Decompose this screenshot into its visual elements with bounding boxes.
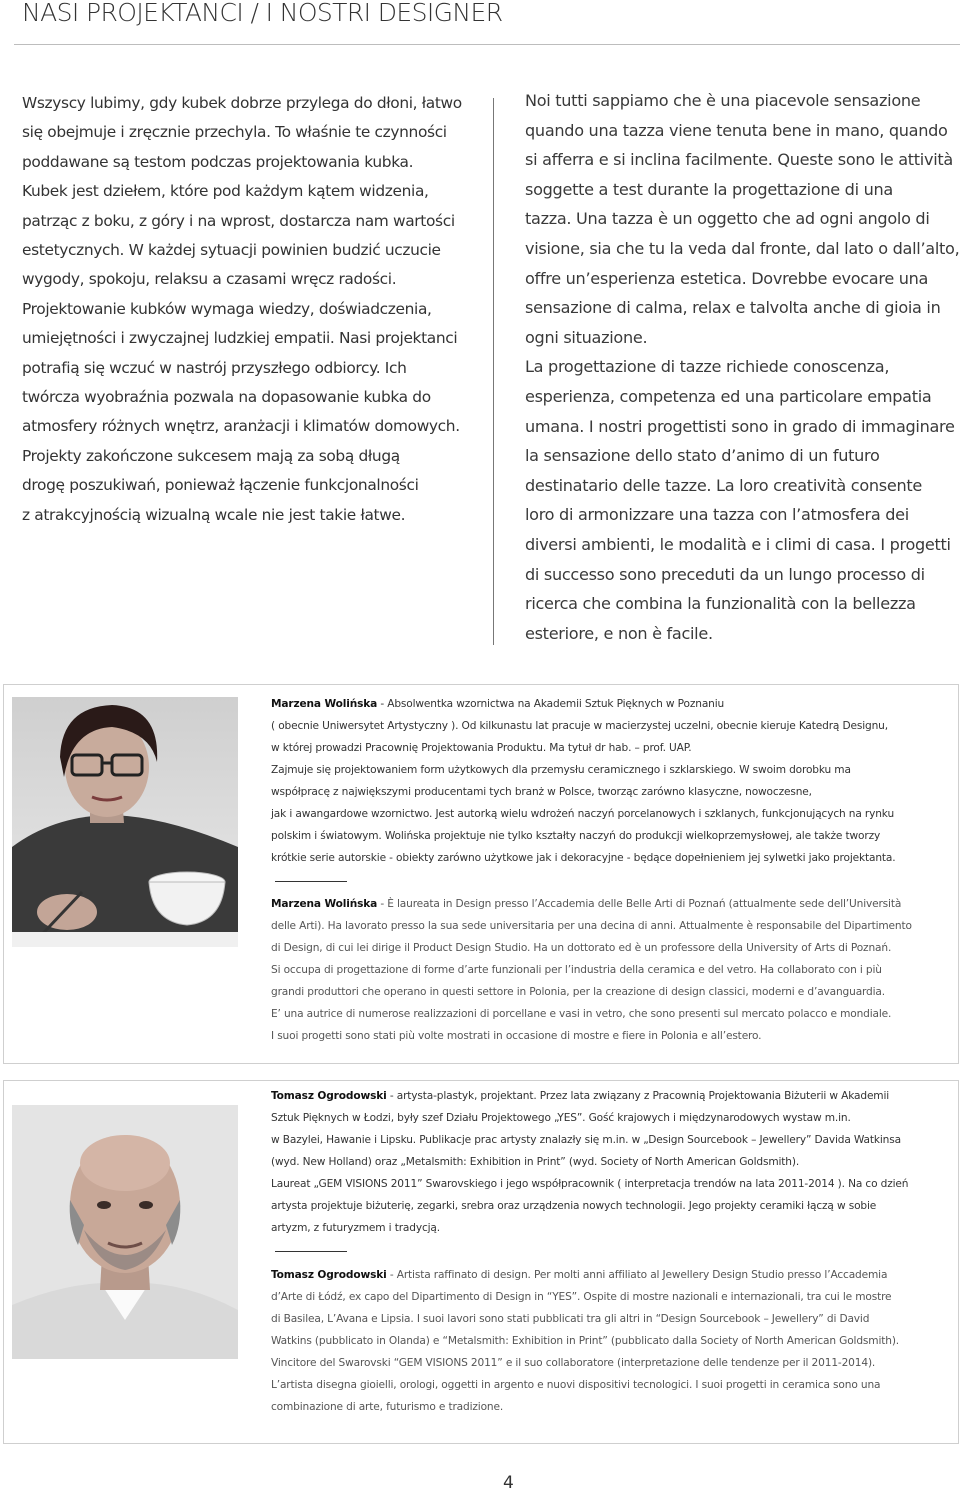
bio-line: współpracę z największymi producentami tych branż w Polsce, tworząc zarówno klasyczne, nowoczesne,	[271, 786, 812, 798]
portrait-illustration	[12, 1105, 238, 1359]
bio-italian-wolinska	[271, 893, 931, 1047]
bio-line: Watkins (pubblicato in Olanda) e “Metalsmith: Exhibition in Print” (pubblicato dalla Society of North American Goldsmith).	[271, 1335, 900, 1347]
bio-line: Tomasz Ogrodowski - artysta-plastyk, projektant. Przez lata związany z Pracownią Projektowania Biżuterii w Akademii	[271, 1090, 890, 1102]
intro-it-line: tazza. Una tazza è un oggetto che ad ogni angolo di	[525, 209, 930, 229]
designer-name: Tomasz Ogrodowski	[271, 1090, 387, 1102]
bio-line: combinazione di arte, futurismo e tradizione.	[271, 1401, 504, 1413]
intro-pl-line: Projektowanie kubków wymaga wiedzy, doświadczenia,	[22, 299, 432, 318]
bio-line: artyzm, z futuryzmem i tradycją.	[271, 1222, 440, 1234]
intro-it-line: offre un’esperienza estetica. Dovrebbe evocare una	[525, 268, 929, 288]
designer-name: Tomasz Ogrodowski	[271, 1269, 387, 1281]
page-number: 4	[503, 1473, 514, 1493]
bio-line: w której prowadzi Pracownię Projektowania Produktu. Ma tytuł dr hab. – prof. UAP.	[271, 742, 692, 754]
intro-it-line: loro di armonizzare una tazza con l’atmosfera dei	[525, 505, 909, 525]
intro-pl-line: Kubek jest dziełem, które pod każdym kątem widzenia,	[22, 182, 429, 201]
intro-pl-line: patrząc z boku, z góry i na wprost, dostarcza nam wartości	[22, 211, 455, 230]
bio-line: jak i awangardowe wzornictwo. Jest autorką wielu wdrożeń naczyń porcelanowych i szklanych, funkcjonujących na rynku	[271, 808, 895, 820]
intro-pl-line: potrafią się wczuć w nastrój przyszłego odbiorcy. Ich	[22, 358, 407, 377]
intro-pl-line: się obejmuje i zręcznie przechyla. To właśnie te czynności	[22, 123, 447, 142]
column-divider	[493, 98, 494, 645]
intro-it-line: esperienza, competenza ed una particolare empatia	[525, 386, 932, 406]
bio-line: Si occupa di progettazione di forme d’arte funzionali per l’industria della ceramica e del vetro. Ha collaborato con i più	[271, 964, 882, 976]
title-divider	[14, 44, 960, 45]
portrait-photo-ogrodowski	[12, 1105, 238, 1359]
bio-line: d’Arte di Łódź, ex capo del Dipartimento di Design in “YES”. Ospite di mostre nazionali e internazionali, tra cui le mostre	[271, 1291, 892, 1303]
bio-line: Tomasz Ogrodowski - Artista raffinato di design. Per molti anni affiliato al Jewellery Design Studio presso l’Accademia	[271, 1269, 888, 1281]
portrait-illustration	[12, 697, 238, 947]
intro-it-line: quando una tazza viene tenuta bene in mano, quando	[525, 120, 948, 140]
intro-it-line: destinatario delle tazze. La loro creatività consente	[525, 475, 922, 495]
bio-line: Zajmuje się projektowaniem form użytkowych dla przemysłu ceramicznego i szklarskiego. W swoim dorobku ma	[271, 764, 851, 776]
designer-name: Marzena Wolińska	[271, 698, 378, 710]
bio-italian-ogrodowski	[271, 1264, 931, 1418]
bio-line: w Bazylei, Hawanie i Lipsku. Publikacje prac artysty znalazły się m.in. w „Design Sourcebook – Jewellery” Davida Watkinsa	[271, 1134, 901, 1146]
bio-line: delle Arti). Ha lavorato presso la sua sede universitaria per una decina di anni. Attualmente è responsabile del Dipartimento	[271, 920, 912, 932]
intro-it-line: ogni situazione.	[525, 327, 648, 347]
bio-separator	[275, 1251, 347, 1252]
bio-line: ( obecnie Uniwersytet Artystyczny ). Od kilkunastu lat pracuje w macierzystej uczelni, obecnie kieruje Katedrą Designu,	[271, 720, 888, 732]
bio-polish-ogrodowski	[271, 1085, 931, 1239]
bio-line: grandi produttori che operano in questi settore in Polonia, per la creazione di design classici, moderni e d’avanguardia.	[271, 986, 885, 998]
page-title: NASI PROJEKTANCI / I NOSTRI DESIGNER	[22, 0, 503, 27]
designer-card-wolinska	[3, 684, 959, 1064]
intro-pl-line: Wszyscy lubimy, gdy kubek dobrze przylega do dłoni, łatwo	[22, 94, 462, 112]
bio-line: E’ una autrice di numerose realizzazioni di porcellane e vasi in vetro, che sono presenti sul mercato polacco e mondiale.	[271, 1008, 892, 1020]
intro-it-line: Noi tutti sappiamo che è una piacevole sensazione	[525, 91, 921, 110]
intro-pl-line: drogę poszukiwań, ponieważ łączenie funkcjonalności	[22, 476, 419, 495]
intro-it-line: La progettazione di tazze richiede conoscenza,	[525, 357, 890, 377]
bio-line: (wyd. New Holland) oraz „Metalsmith: Exhibition in Print” (wyd. Society of North American Goldsmith).	[271, 1156, 800, 1168]
bio-line: Vincitore del Swarovski “GEM VISIONS 2011” e il suo collaboratore (interpretazione delle tendenze per il 2011-2014).	[271, 1357, 876, 1369]
portrait-photo-wolinska	[12, 697, 238, 947]
intro-it-line: visione, sia che tu la veda dal fronte, dal lato o dall’alto,	[525, 238, 960, 258]
intro-text-italian	[525, 86, 960, 648]
intro-it-line: la sensazione dello stato d’animo di un futuro	[525, 446, 880, 466]
bio-line: di Basilea, L’Avana e Lipsia. I suoi lavori sono stati pubblicati tra gli altri in “Design Sourcebook – Jewellery” di David	[271, 1313, 870, 1325]
intro-it-line: soggette a test durante la progettazione di una	[525, 179, 893, 199]
intro-it-line: sensazione di calma, relax e talvolta anche di gioia in	[525, 298, 941, 318]
intro-it-line: si afferra e si inclina facilmente. Queste sono le attività	[525, 150, 953, 170]
intro-pl-line: estetycznych. W każdej sytuacji powinien budzić uczucie	[22, 241, 441, 260]
intro-it-line: esteriore, e non è facile.	[525, 623, 713, 643]
intro-pl-line: twórcza wyobraźnia pozwala na dopasowanie kubka do	[22, 388, 431, 407]
intro-pl-line: z atrakcyjnością wizualną wcale nie jest takie łatwe.	[22, 505, 406, 524]
bio-line: L’artista disegna gioielli, orologi, oggetti in argento e nuovi dispositivi tecnologici. I suoi progetti in ceramica sono una	[271, 1379, 881, 1391]
intro-pl-line: poddawane są testom podczas projektowania kubka.	[22, 152, 414, 171]
intro-pl-line: wygody, spokoju, relaksu a czasami wręcz radości.	[22, 270, 397, 289]
intro-it-line: umana. I nostri progettisti sono in grado di immaginare	[525, 416, 955, 436]
bio-line: Laureat „GEM VISIONS 2011” Swarovskiego i jego współpracownik ( interpretacja trendów na lata 2011-2014 ). Na co dzień	[271, 1178, 909, 1190]
designer-name: Marzena Wolińska	[271, 898, 378, 910]
intro-pl-line: umiejętności i zwyczajnej ludzkiej empatii. Nasi projektanci	[22, 329, 458, 348]
intro-pl-line: atmosfery różnych wnętrz, aranżacji i klimatów domowych.	[22, 417, 460, 436]
intro-it-line: di successo sono preceduti da un lungo processo di	[525, 564, 925, 584]
bio-separator	[275, 881, 347, 882]
bio-line: polskim i światowym. Wolińska projektuje nie tylko kształty naczyń do produkcji wielkoprzemysłowej, ale także tworzy	[271, 830, 881, 842]
bio-line: di Design, di cui lei dirige il Product Design Studio. Ha un dottorato ed è un professore della University of Arts di Poznań.	[271, 942, 892, 954]
bio-line: Sztuk Pięknych w Łodzi, były szef Działu Projektowego „YES”. Gość krajowych i międzynarodowych wystaw m.in.	[271, 1112, 851, 1124]
intro-it-line: ricerca che combina la funzionalità con la bellezza	[525, 594, 916, 614]
intro-text-polish	[22, 89, 462, 530]
bio-polish-wolinska	[271, 693, 931, 869]
bio-line: krótkie serie autorskie - obiekty zarówno użytkowe jak i dekoracyjne - będące dopełnieniem jej sylwetki jako projektanta.	[271, 852, 896, 864]
intro-it-line: diversi ambienti, le modalità e i climi di casa. I progetti	[525, 534, 951, 554]
bio-line: artysta projektuje biżuterię, zegarki, srebra oraz urządzenia nowych technologii. Jego projekty ceramiki łączą w sobie	[271, 1200, 877, 1212]
bio-line: Marzena Wolińska - È laureata in Design presso l’Accademia delle Belle Arti di Poznań (attualmente sede dell’Università	[271, 898, 902, 910]
designer-card-ogrodowski	[3, 1080, 959, 1444]
bio-line: I suoi progetti sono stati più volte mostrati in occasione di mostre e fiere in Polonia e all’estero.	[271, 1030, 762, 1042]
intro-pl-line: Projekty zakończone sukcesem mają za sobą długą	[22, 446, 400, 465]
bio-line: Marzena Wolińska - Absolwentka wzornictwa na Akademii Sztuk Pięknych w Poznaniu	[271, 698, 725, 710]
